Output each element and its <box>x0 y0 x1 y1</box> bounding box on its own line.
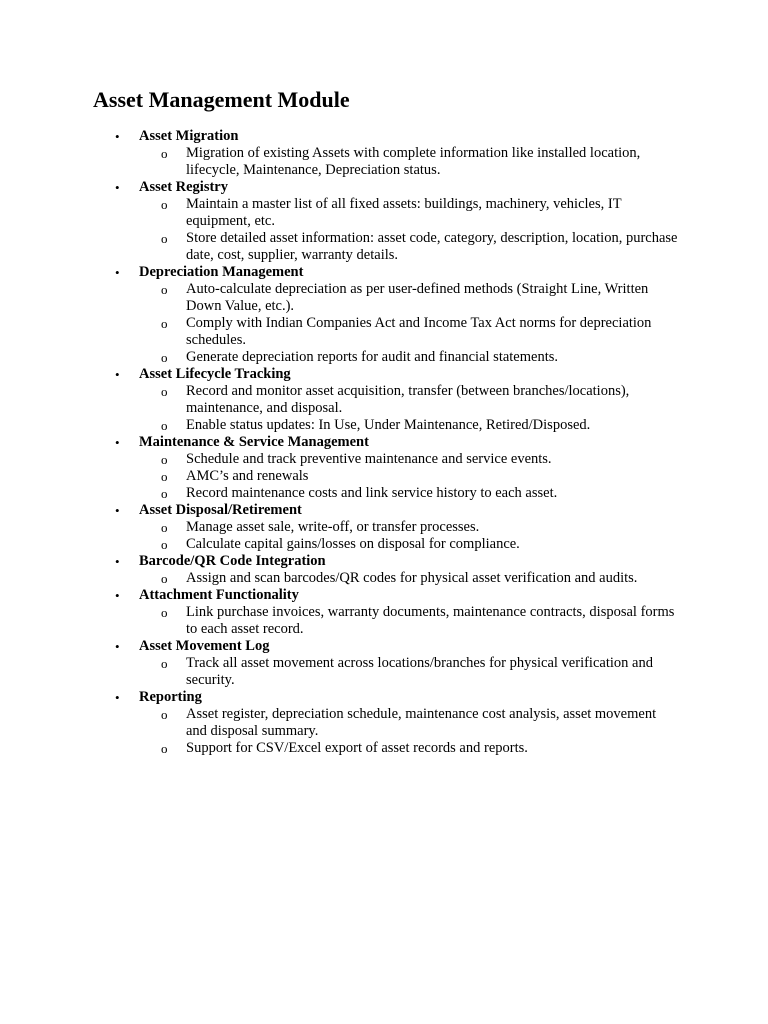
sub-list <box>0 604 768 638</box>
section-heading <box>0 434 768 451</box>
section <box>0 128 768 179</box>
bullet-icon: • <box>115 503 120 518</box>
list-item-text: Record and monitor asset acquisition, transfer (between branches/locations), maintenance, and disposal. <box>186 383 630 416</box>
list-item-text: Auto-calculate depreciation as per user-defined methods (Straight Line, Written Down Value, etc.). <box>186 281 649 314</box>
bullet-icon: • <box>115 129 120 144</box>
list-item <box>0 519 678 536</box>
section <box>0 689 768 757</box>
sub-bullet-icon: o <box>161 741 168 756</box>
section <box>0 366 768 434</box>
list-item-text: Enable status updates: In Use, Under Maintenance, Retired/Disposed. <box>186 417 591 433</box>
list-item-text: Assign and scan barcodes/QR codes for physical asset verification and audits. <box>186 570 638 586</box>
section-list <box>0 128 768 757</box>
section-title: Depreciation Management <box>139 264 304 280</box>
list-item-text: Support for CSV/Excel export of asset records and reports. <box>186 740 528 756</box>
list-item <box>0 383 678 417</box>
sub-bullet-icon: o <box>161 197 168 212</box>
list-item <box>0 315 678 349</box>
sub-bullet-icon: o <box>161 656 168 671</box>
sub-list <box>0 383 768 434</box>
bullet-icon: • <box>115 265 120 280</box>
bullet-icon: • <box>115 180 120 195</box>
section-heading <box>0 553 768 570</box>
sub-list <box>0 570 768 587</box>
list-item-text: Record maintenance costs and link service history to each asset. <box>186 485 558 501</box>
bullet-icon: • <box>115 639 120 654</box>
list-item <box>0 604 678 638</box>
section <box>0 264 768 366</box>
list-item <box>0 655 678 689</box>
section-heading <box>0 366 768 383</box>
sub-bullet-icon: o <box>161 537 168 552</box>
sub-bullet-icon: o <box>161 418 168 433</box>
sub-list <box>0 451 768 502</box>
section-heading <box>0 264 768 281</box>
sub-bullet-icon: o <box>161 605 168 620</box>
sub-bullet-icon: o <box>161 707 168 722</box>
list-item <box>0 485 678 502</box>
list-item-text: Comply with Indian Companies Act and Income Tax Act norms for depreciation schedules. <box>186 315 652 348</box>
sub-list <box>0 706 768 757</box>
sub-list <box>0 196 768 264</box>
list-item <box>0 349 678 366</box>
section-title: Barcode/QR Code Integration <box>139 553 326 569</box>
sub-list <box>0 519 768 553</box>
sub-bullet-icon: o <box>161 282 168 297</box>
list-item-text: Schedule and track preventive maintenance and service events. <box>186 451 552 467</box>
section-heading <box>0 689 768 706</box>
section-heading <box>0 502 768 519</box>
sub-bullet-icon: o <box>161 384 168 399</box>
bullet-icon: • <box>115 690 120 705</box>
sub-list <box>0 655 768 689</box>
list-item-text: Calculate capital gains/losses on disposal for compliance. <box>186 536 520 552</box>
list-item <box>0 196 678 230</box>
list-item-text: Track all asset movement across locations/branches for physical verification and security. <box>186 655 653 688</box>
bullet-icon: • <box>115 588 120 603</box>
list-item-text: Maintain a master list of all fixed assets: buildings, machinery, vehicles, IT equipment, etc. <box>186 196 622 229</box>
sub-bullet-icon: o <box>161 452 168 467</box>
list-item <box>0 740 678 757</box>
document-title: Asset Management Module <box>93 87 350 112</box>
list-item <box>0 417 678 434</box>
sub-bullet-icon: o <box>161 350 168 365</box>
section <box>0 587 768 638</box>
section-heading <box>0 638 768 655</box>
list-item-text: Generate depreciation reports for audit and financial statements. <box>186 349 559 365</box>
bullet-icon: • <box>115 435 120 450</box>
section <box>0 638 768 689</box>
section-title: Asset Registry <box>139 179 228 195</box>
sub-bullet-icon: o <box>161 571 168 586</box>
list-item-text: Link purchase invoices, warranty documents, maintenance contracts, disposal forms to each asset record. <box>186 604 675 637</box>
section-title: Asset Movement Log <box>139 638 270 654</box>
sub-list <box>0 281 768 366</box>
section-heading <box>0 587 768 604</box>
list-item <box>0 706 678 740</box>
section-title: Reporting <box>139 689 202 705</box>
list-item <box>0 281 678 315</box>
section <box>0 434 768 502</box>
section <box>0 553 768 587</box>
section-heading <box>0 179 768 196</box>
sub-list <box>0 145 768 179</box>
list-item-text: Store detailed asset information: asset code, category, description, location, purchase date, cost, supplier, warranty details. <box>186 230 678 263</box>
list-item <box>0 451 678 468</box>
list-item-text: Migration of existing Assets with complete information like installed location, lifecycle, Maintenance, Depreciation status. <box>186 145 641 178</box>
list-item-text: AMC’s and renewals <box>186 468 309 484</box>
list-item <box>0 145 678 179</box>
sub-bullet-icon: o <box>161 146 168 161</box>
list-item <box>0 230 678 264</box>
bullet-icon: • <box>115 367 120 382</box>
section-title: Asset Migration <box>139 128 239 144</box>
section-title: Attachment Functionality <box>139 587 299 603</box>
list-item-text: Asset register, depreciation schedule, maintenance cost analysis, asset movement and disposal summary. <box>186 706 657 739</box>
list-item <box>0 536 678 553</box>
list-item <box>0 570 678 587</box>
section-title: Asset Lifecycle Tracking <box>139 366 291 382</box>
list-item-text: Manage asset sale, write-off, or transfer processes. <box>186 519 480 535</box>
sub-bullet-icon: o <box>161 520 168 535</box>
section-title: Maintenance & Service Management <box>139 434 369 450</box>
sub-bullet-icon: o <box>161 486 168 501</box>
bullet-icon: • <box>115 554 120 569</box>
list-item <box>0 468 678 485</box>
sub-bullet-icon: o <box>161 469 168 484</box>
sub-bullet-icon: o <box>161 231 168 246</box>
section <box>0 502 768 553</box>
section-heading <box>0 128 768 145</box>
section-title: Asset Disposal/Retirement <box>139 502 302 518</box>
sub-bullet-icon: o <box>161 316 168 331</box>
section <box>0 179 768 264</box>
